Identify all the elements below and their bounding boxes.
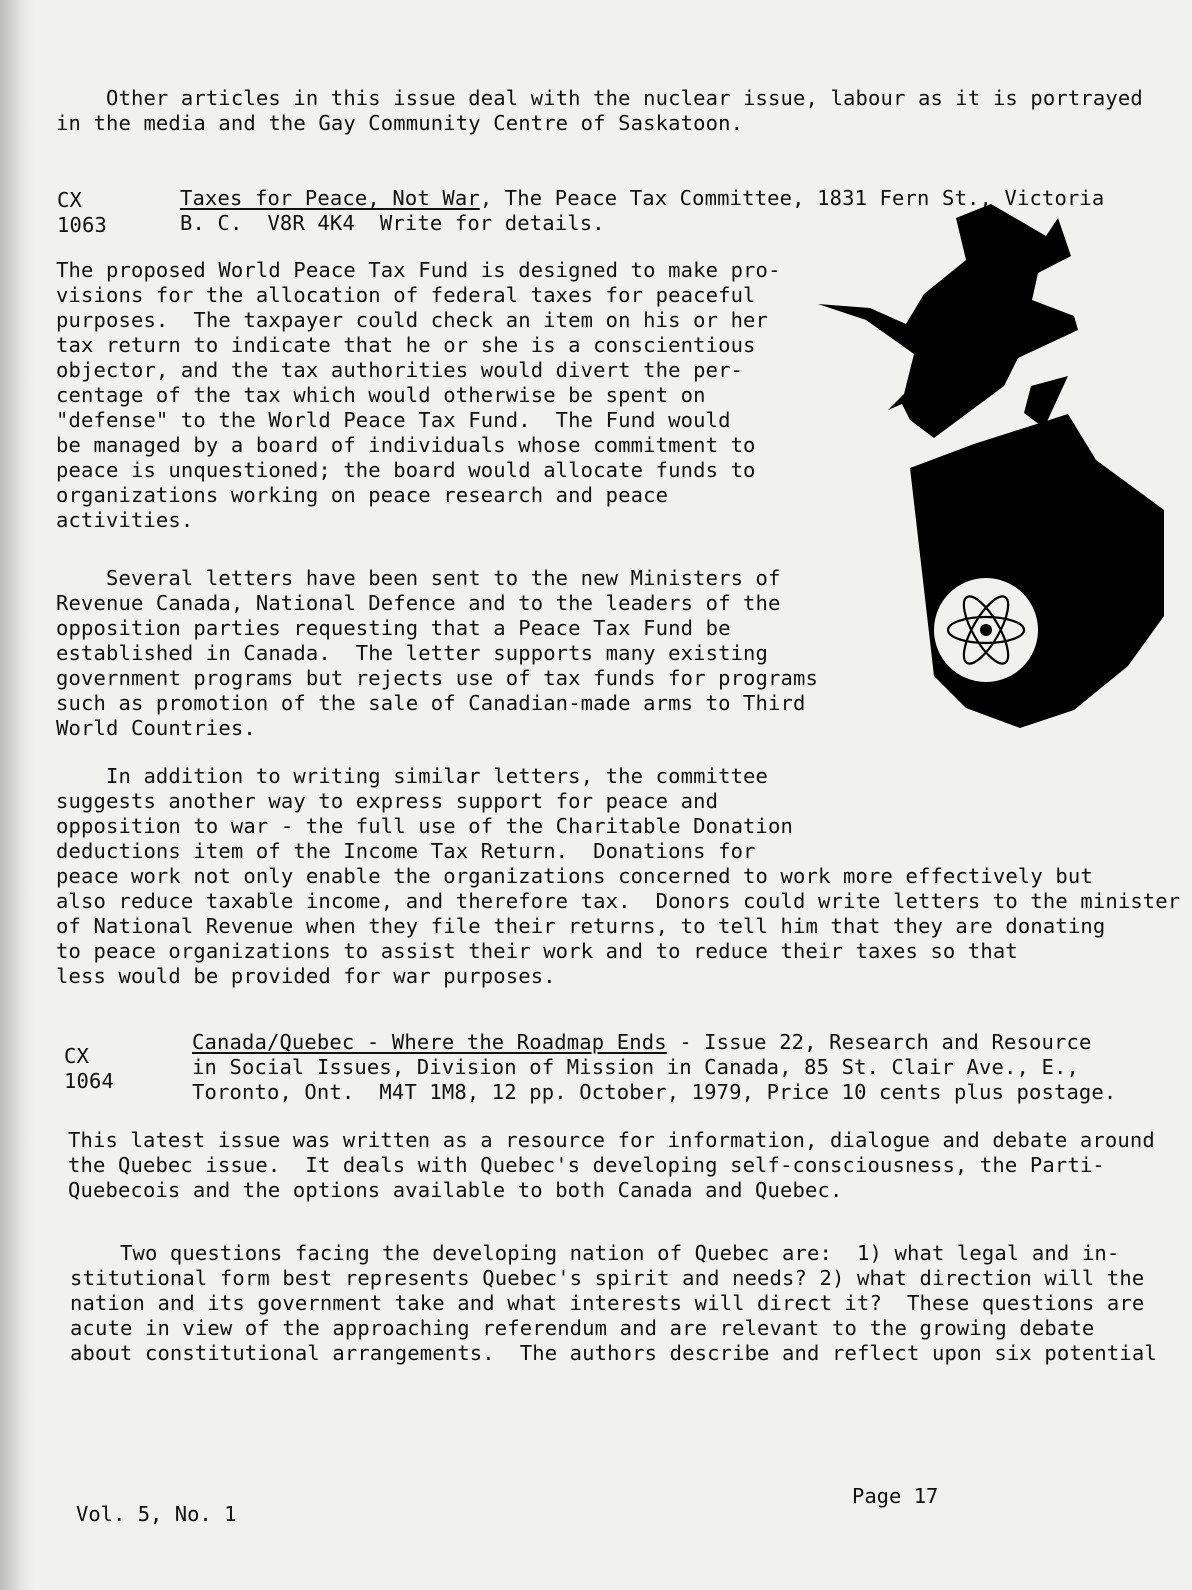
paragraph-line: activities. bbox=[56, 508, 194, 532]
entry-title: Canada/Quebec - Where the Roadmap Ends bbox=[192, 1030, 667, 1054]
paragraph-line: such as promotion of the sale of Canadian-made arms to Third bbox=[56, 691, 806, 715]
paragraph-line: the Quebec issue. It deals with Quebec's developing self-consciousness, the Parti- bbox=[68, 1153, 1105, 1177]
paragraph-line: Two questions facing the developing nation of Quebec are: 1) what legal and in- bbox=[70, 1241, 1120, 1265]
paragraph-line: acute in view of the approaching referendum and are relevant to the growing debate bbox=[70, 1316, 1095, 1340]
entry-number: 1064 bbox=[64, 1069, 114, 1093]
page-number: Page 17 bbox=[852, 1484, 939, 1508]
paragraph-line: also reduce taxable income, and therefore tax. Donors could write letters to the minister bbox=[56, 889, 1181, 913]
entry-code: CX bbox=[57, 188, 82, 212]
paragraph-line: centage of the tax which would otherwise be spent on bbox=[56, 383, 706, 407]
entry-citation-line: B. C. V8R 4K4 Write for details. bbox=[180, 211, 605, 235]
paragraph-line: of National Revenue when they file their returns, to tell him that they are donating bbox=[56, 914, 1106, 938]
paragraph-line: This latest issue was written as a resource for information, dialogue and debate around bbox=[68, 1128, 1155, 1152]
paragraph-line: visions for the allocation of federal taxes for peaceful bbox=[56, 283, 756, 307]
paragraph-line: Revenue Canada, National Defence and to the leaders of the bbox=[56, 591, 781, 615]
dove-bomb-atom-icon bbox=[806, 198, 1166, 738]
intro-line: Other articles in this issue deal with the nuclear issue, labour as it is portrayed bbox=[56, 86, 1143, 110]
paragraph-line: to peace organizations to assist their work and to reduce their taxes so that bbox=[56, 939, 1018, 963]
paragraph-line: suggests another way to express support for peace and bbox=[56, 789, 719, 813]
paragraph-line: nation and its government take and what interests will direct it? These questions are bbox=[70, 1291, 1145, 1315]
paragraph-line: The proposed World Peace Tax Fund is designed to make pro- bbox=[56, 258, 781, 282]
intro-line: in the media and the Gay Community Centre of Saskatoon. bbox=[56, 111, 744, 135]
entry-citation-rest: , The Peace Tax Committee, 1831 Fern St., Victoria bbox=[479, 186, 1105, 210]
entry-citation-line: Toronto, Ont. M4T 1M8, 12 pp. October, 1979, Price 10 cents plus postage. bbox=[192, 1080, 1117, 1104]
paragraph-line: purposes. The taxpayer could check an item on his or her bbox=[56, 308, 769, 332]
paragraph-line: objector, and the tax authorities would divert the per- bbox=[56, 358, 744, 382]
entry-citation-line: in Social Issues, Division of Mission in Canada, 85 St. Clair Ave., E., bbox=[192, 1055, 1079, 1079]
paragraph-line: Quebecois and the options available to both Canada and Quebec. bbox=[68, 1178, 843, 1202]
paragraph-line: opposition parties requesting that a Peace Tax Fund be bbox=[56, 616, 731, 640]
entry-citation-line bbox=[192, 1030, 1091, 1055]
paragraph-line: stitutional form best represents Quebec's spirit and needs? 2) what direction will the bbox=[70, 1266, 1145, 1290]
paragraph-line: Several letters have been sent to the new Ministers of bbox=[56, 566, 781, 590]
paragraph-line: less would be provided for war purposes. bbox=[56, 964, 556, 988]
entry-number: 1063 bbox=[57, 213, 107, 237]
paragraph-line: tax return to indicate that he or she is a conscientious bbox=[56, 333, 756, 357]
paragraph-line: peace is unquestioned; the board would allocate funds to bbox=[56, 458, 756, 482]
paragraph-line: about constitutional arrangements. The authors describe and reflect upon six potential bbox=[70, 1341, 1157, 1365]
paragraph-line: World Countries. bbox=[56, 716, 256, 740]
entry-citation-rest: - Issue 22, Research and Resource bbox=[666, 1030, 1092, 1054]
paragraph-line: established in Canada. The letter supports many existing bbox=[56, 641, 769, 665]
paragraph-line: government programs but rejects use of tax funds for programs bbox=[56, 666, 819, 690]
page-binding-shadow bbox=[0, 0, 34, 1590]
paragraph-line: peace work not only enable the organizations concerned to work more effectively but bbox=[56, 864, 1093, 888]
volume-label: Vol. 5, No. 1 bbox=[76, 1502, 237, 1526]
paragraph-line: organizations working on peace research and peace bbox=[56, 483, 669, 507]
paragraph-line: deductions item of the Income Tax Return. Donations for bbox=[56, 839, 756, 863]
entry-code: CX bbox=[64, 1044, 89, 1068]
paragraph-line: "defense" to the World Peace Tax Fund. The Fund would bbox=[56, 408, 731, 432]
paragraph-line: In addition to writing similar letters, the committee bbox=[56, 764, 769, 788]
paragraph-line: opposition to war - the full use of the Charitable Donation bbox=[56, 814, 794, 838]
paragraph-line: be managed by a board of individuals whose commitment to bbox=[56, 433, 756, 457]
entry-title: Taxes for Peace, Not War bbox=[180, 186, 480, 210]
